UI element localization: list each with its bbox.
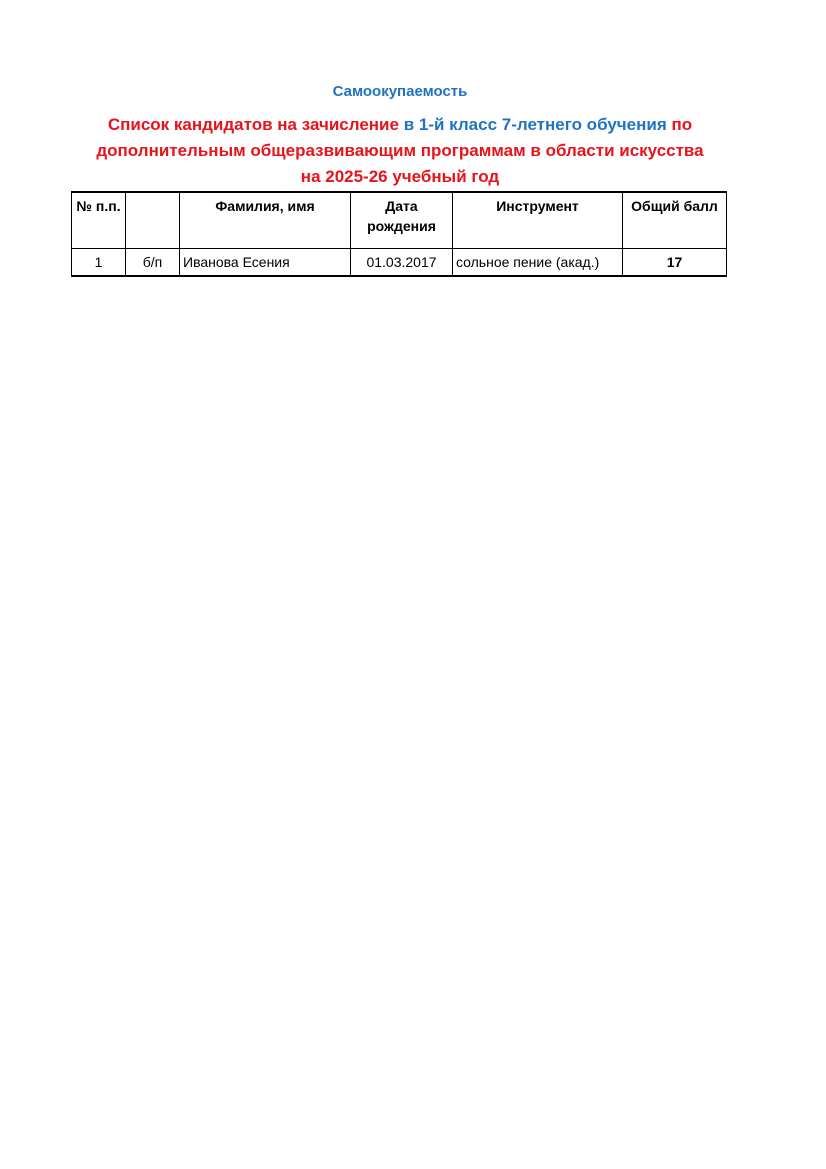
cell-number: 1: [72, 249, 126, 277]
table-header-row: [72, 192, 727, 249]
title-part-1: Список кандидатов на зачисление: [107, 115, 404, 134]
column-header-instrument: Инструмент: [453, 192, 623, 249]
cell-score: 17: [623, 249, 727, 277]
title-part-3: по: [666, 115, 693, 134]
cell-name: Иванова Есения: [180, 249, 351, 277]
funding-label: Самоокупаемость: [332, 83, 468, 100]
cell-instrument: сольное пение (акад.): [453, 249, 623, 277]
column-header-birthdate: Дата рождения: [351, 192, 453, 249]
title-line-3: на 2025-26 учебный год: [300, 167, 500, 186]
document-title: [0, 112, 800, 190]
table-row: [72, 249, 727, 277]
column-header-blank: [126, 192, 180, 249]
column-header-number: № п.п.: [72, 192, 126, 249]
cell-basis: б/п: [126, 249, 180, 277]
column-header-score: Общий балл: [623, 192, 727, 249]
title-line-2: дополнительным общеразвивающим программам в области искусства: [96, 141, 704, 160]
title-part-2: в 1-й класс 7-летнего обучения: [403, 115, 667, 134]
title-line-1: [0, 112, 800, 138]
candidates-table: [71, 191, 727, 277]
cell-birthdate: 01.03.2017: [351, 249, 453, 277]
column-header-name: Фамилия, имя: [180, 192, 351, 249]
